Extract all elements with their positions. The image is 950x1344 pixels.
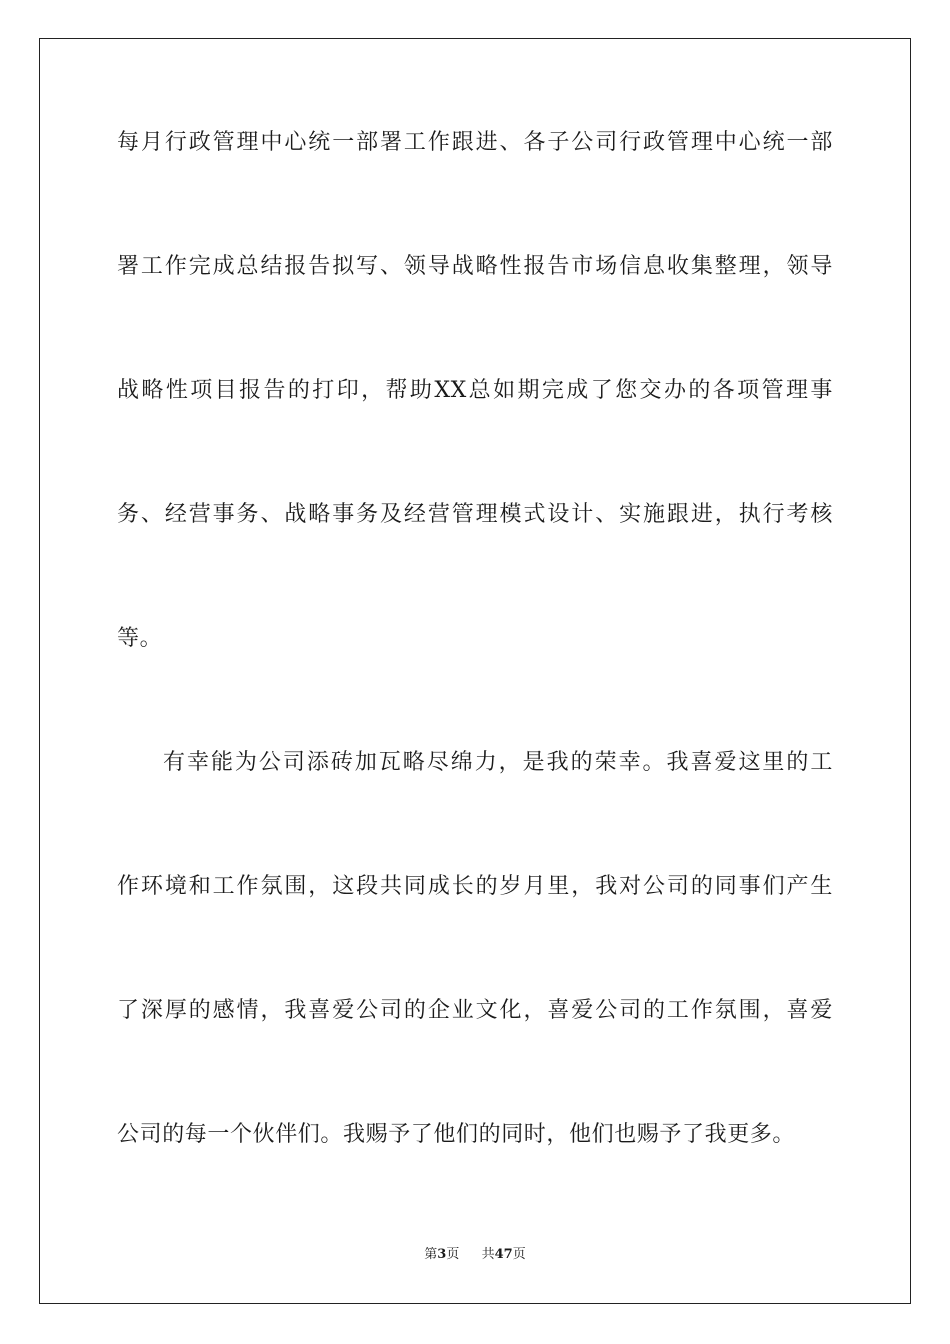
text-line: 务、经营事务、战略事务及经营管理模式设计、实施跟进，执行考核 <box>117 502 833 527</box>
text-line: 每月行政管理中心统一部署工作跟进、各子公司行政管理中心统一部 <box>117 130 833 155</box>
text-line: 署工作完成总结报告拟写、领导战略性报告市场信息收集整理，领导 <box>117 254 833 279</box>
total-prefix: 共 <box>481 1247 495 1262</box>
paragraph-first-line: 有幸能为公司添砖加瓦略尽绵力，是我的荣幸。我喜爱这里的工 <box>163 750 833 775</box>
page-prefix: 第 <box>424 1247 438 1262</box>
page-suffix: 页 <box>446 1247 460 1262</box>
text-line: 公司的每一个伙伴们。我赐予了他们的同时，他们也赐予了我更多。 <box>117 1122 796 1147</box>
total-suffix: 页 <box>512 1247 526 1262</box>
document-body <box>117 128 833 1244</box>
text-line: 作环境和工作氛围，这段共同成长的岁月里，我对公司的同事们产生 <box>117 874 833 899</box>
total-pages: 47 <box>494 1247 513 1262</box>
page-number: 3 <box>437 1247 447 1262</box>
text-line: 了深厚的感情，我喜爱公司的企业文化，喜爱公司的工作氛围，喜爱 <box>117 998 833 1023</box>
page-footer <box>0 1247 950 1263</box>
text-line: 等。 <box>117 626 163 651</box>
text-line: 战略性项目报告的打印，帮助XX总如期完成了您交办的各项管理事 <box>117 378 833 403</box>
